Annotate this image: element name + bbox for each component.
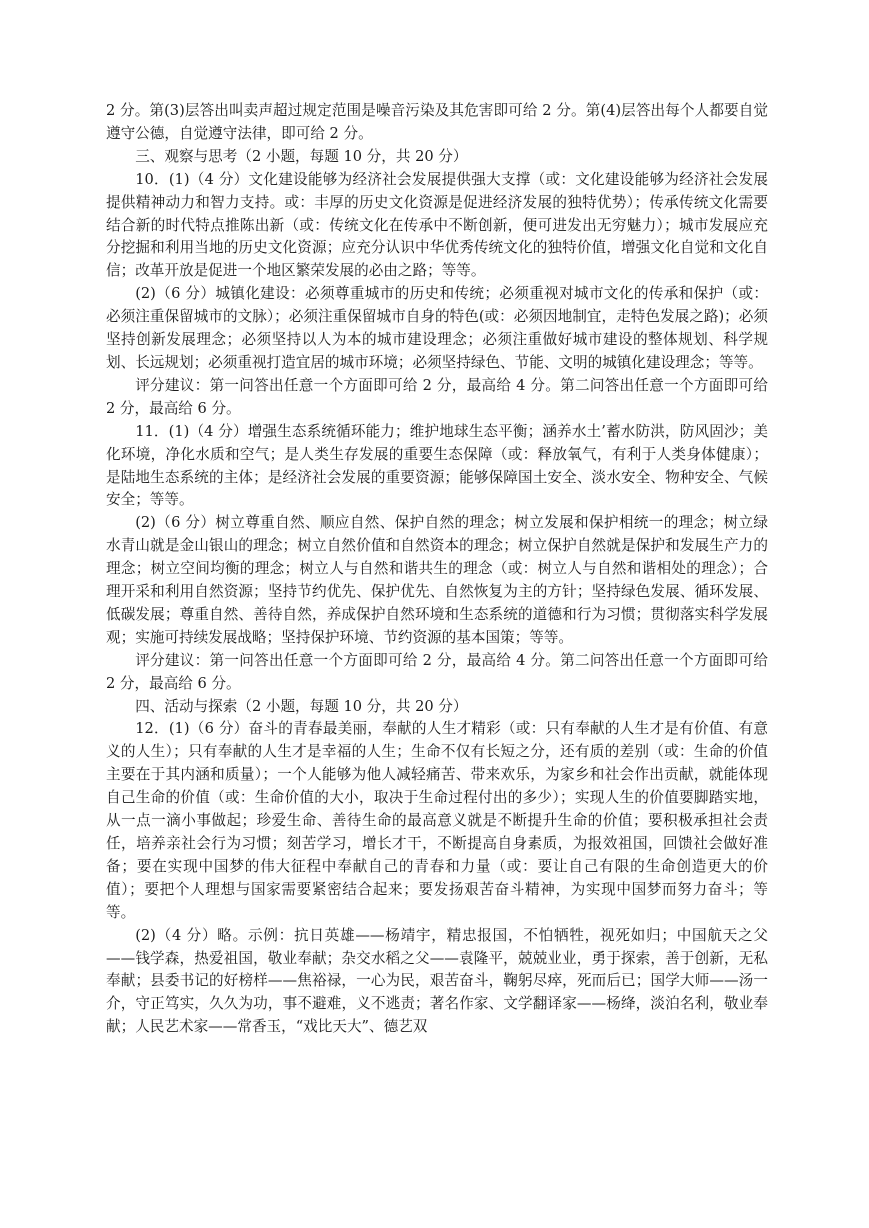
scoring-note: 评分建议：第一问答出任意一个方面即可给 2 分，最高给 4 分。第二问答出任意一个方面即可给 2 分，最高给 6 分。 <box>106 651 768 692</box>
paragraph: 2 分。第(3)层答出叫卖声超过规定范围是噪音污染及其危害即可给 2 分。第(4)层答出每个人都要自觉遵守公德，自觉遵守法律，即可给 2 分。 <box>106 102 768 142</box>
section-heading-observe-think: 三、观察与思考（2 小题，每题 10 分，共 20 分） <box>135 147 468 165</box>
paragraph: 10．(1)（4 分）文化建设能够为经济社会发展提供强大支撑（或：文化建设能够为经济社会发展提供精神动力和智力支持。或：丰厚的历史文化资源是促进经济发展的独特优势）；传承传统文化需要结合新的时代特点推陈出新（或：传统文化在传承中不断创新，便可进发出无穷魅力）；城市发展应充分挖掘和利用当地的历史文化资源；应充分认识中华优秀传统文化的独特价值，增强文化自觉和文化自信；改革开放是促进一个地区繁荣发展的必由之路；等等。 <box>106 170 768 280</box>
paragraph: 12．(1)（6 分）奋斗的青春最美丽，奉献的人生才精彩（或：只有奉献的人生才是有价值、有意义的人生）；只有奉献的人生才是幸福的人生；生命不仅有长短之分，还有质的差别（或：生命的价值主要在于其内涵和质量）；一个人能够为他人减轻痛苦、带来欢乐，为家乡和社会作出贡献，就能体现自己生命的价值（或：生命价值的大小，取决于生命过程付出的多少）；实现人生的价值要脚踏实地，从一点一滴小事做起；珍爱生命、善待生命的最高意义就是不断提升生命的价值；要积极承担社会责任，培养亲社会行为习惯；刻苦学习，增长才干，不断提高自身素质，为报效祖国，回馈社会做好准备；要在实现中国梦的伟大征程中奉献自己的青春和力量（或：要让自己有限的生命创造更大的价值）；要把个人理想与国家需要紧密结合起来；要发扬艰苦奋斗精神，为实现中国梦而努力奋斗；等等。 <box>106 720 768 921</box>
paragraph: (2)（4 分）略。示例：抗日英雄——杨靖宇，精忠报国，不怕牺牲，视死如归；中国航天之父——钱学森，热爱祖国，敬业奉献；杂交水稻之父——袁隆平，兢兢业业，勇于探索，善于创新，无私奉献；县委书记的好榜样——焦裕禄，一心为民，艰苦奋斗，鞠躬尽瘁，死而后已；国学大师——汤一介，守正笃实，久久为功，事不避难，义不逃责；著名作家、文学翻译家——杨绛，淡泊名利，敬业奉献；人民艺术家——常香玉，“戏比天大”、德艺双 <box>106 926 768 1036</box>
paragraph: 11．(1)（4 分）增强生态系统循环能力；维护地球生态平衡；涵养水土’蓄水防洪，防风固沙；美化环境，净化水质和空气；是人类生存发展的重要生态保障（或：释放氧气，有利于人类身体健康）；是陆地生态系统的主体；是经济社会发展的重要资源；能够保障国土安全、淡水安全、物种安全、气候安全；等等。 <box>106 422 768 509</box>
paragraph: (2)（6 分）城镇化建设：必须尊重城市的历史和传统；必须重视对城市文化的传承和保护（或：必须注重保留城市的文脉）；必须注重保留城市自身的特色(或：必须因地制宜，走特色发展之路)；必须坚持创新发展理念；必须坚持以人为本的城市建设理念；必须注重做好城市建设的整体规划、科学规划、长远规划；必须重视打造宜居的城市环境；必须坚持绿色、节能、文明的城镇化建设理念；等等。 <box>106 285 768 371</box>
paragraph: (2)（6 分）树立尊重自然、顺应自然、保护自然的理念；树立发展和保护相统一的理念；树立绿水青山就是金山银山的理念；树立自然价值和自然资本的理念；树立保护自然就是保护和发展生产力的理念；树立空间均衡的理念；树立人与自然和谐共生的理念（或：树立人与自然和谐相处的理念）；合理开采和利用自然资源；坚持节约优先、保护优先、自然恢复为主的方针；坚持绿色发展、循环发展、低碳发展；尊重自然、善待自然，养成保护自然环境和生态系统的道德和行为习惯；贯彻落实科学发展观；实施可持续发展战略；坚持保护环境、节约资源的基本国策；等等。 <box>106 514 768 646</box>
scoring-note: 评分建议：第一问答出任意一个方面即可给 2 分，最高给 4 分。第二问答出任意一个方面即可给 2 分，最高给 6 分。 <box>106 376 768 417</box>
document-page <box>106 100 768 1039</box>
section-heading-activity-explore: 四、活动与探索（2 小题，每题 10 分，共 20 分） <box>135 697 468 715</box>
